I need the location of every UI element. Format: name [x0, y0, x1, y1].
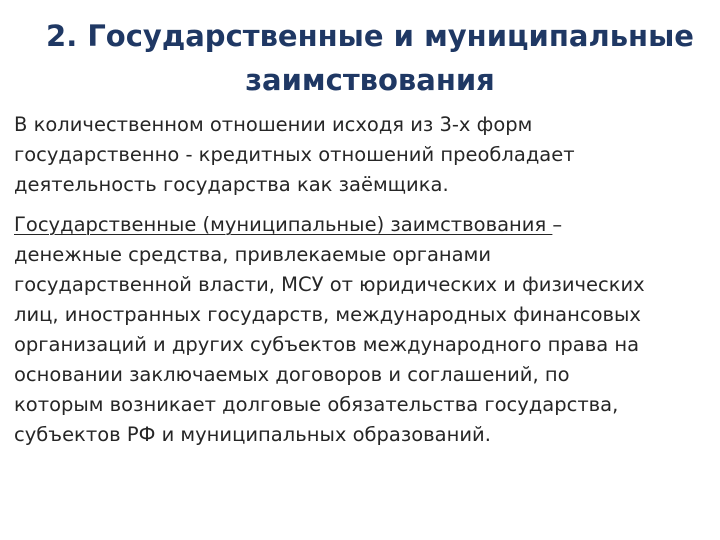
paragraph-1-line-2: государственно - кредитных отношений преобладает — [14, 143, 575, 166]
paragraph-1 — [14, 110, 720, 200]
paragraph-2-line-8: субъектов РФ и муниципальных образований. — [14, 423, 491, 446]
paragraph-2 — [14, 210, 720, 450]
slide-body — [14, 110, 720, 450]
slide-title-line-1: 2. Государственные и муниципальные — [46, 19, 694, 53]
definition-term: Государственные (муниципальные) заимствования — [14, 213, 553, 236]
definition-dash: – — [552, 213, 563, 236]
paragraph-2-line-4: лиц, иностранных государств, международных финансовых — [14, 303, 641, 326]
slide-title-line-2: заимствования — [245, 63, 495, 97]
paragraph-2-line-1 — [14, 210, 720, 240]
paragraph-2-line-3: государственной власти, МСУ от юридических и физических — [14, 273, 645, 296]
paragraph-2-line-5: организаций и других субъектов международного права на — [14, 333, 640, 356]
paragraph-2-line-6: основании заключаемых договоров и соглашений, по — [14, 363, 570, 386]
paragraph-1-line-3: деятельность государства как заёмщика. — [14, 173, 449, 196]
paragraph-2-line-2: денежные средства, привлекаемые органами — [14, 243, 491, 266]
paragraph-1-line-1: В количественном отношении исходя из 3-х форм — [14, 113, 533, 136]
slide-title — [20, 14, 720, 102]
paragraph-2-line-7: которым возникает долговые обязательства государства, — [14, 393, 619, 416]
